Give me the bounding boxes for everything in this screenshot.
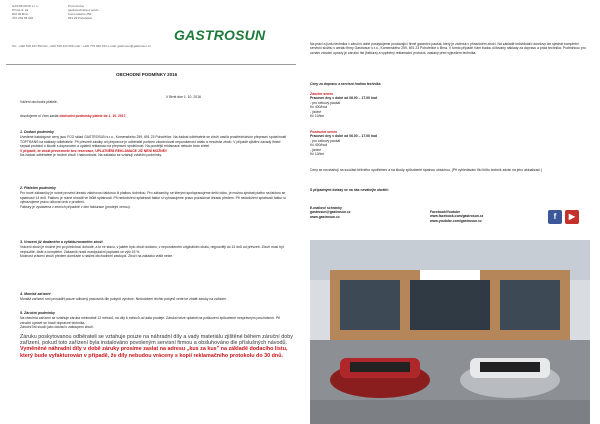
warranty-summary-text: Záruku poskytovanou odběrateli se vztahuje pouze na náhradní díly a vady materiálu zjištěné během záruční doby zařízení, pokud toto zařízení byla instalováno povoleným servisní firmou a obsluhováno dle příslušných návodů. (20, 334, 293, 347)
address-line: GASTROSUN s.r.o. (12, 4, 39, 8)
place-date: V Brně dne 1. 10. 2016 (166, 95, 201, 99)
section-title: 1. Dodací podmínky (20, 130, 54, 134)
price-note: Ceny se nevztahují na součást běžného opotřebení a na škody způsobené špatnou obsluhou. (Při vyhledávání fitu lhůtu technik závisí na jeho aktualizaci.) (310, 168, 543, 172)
section-title: 3. Vracení již dodaného a vyfakturovaného zboží (20, 240, 103, 244)
section-text: Na všechna zařízení se vztahuje záruka minimálně 12 měsíců, na díly 6 měsíců od data prodeje. Záruka nelze uplatnit na poškození způsobené nesprávným používáním. Při záruční opravě se hradí dopravné technika. (20, 316, 281, 325)
intro-text (20, 114, 126, 118)
section-text: Pro nové zákazníky je nutné provést úhradu zálohovou fakturou či platbou dobírkou. Pro zákazníky, se kterými spolupracujeme delší dobu, je možno sjednat platbu na fakturu se splatností 14 dnů. Fakturu je nutné uhradit ve lhůtě splatnosti. Při nedodržení splatnosti faktur si vyhrazujeme právo požadovat úhradu předem. Při nedodržení splatnosti faktur si vyhrazujeme právo účtovat úrok z prodlení. (20, 191, 286, 205)
section-installation (20, 292, 290, 302)
address-line: 602 00 Brno (12, 12, 29, 16)
section-payment (20, 186, 290, 209)
facebook-icon[interactable]: f (548, 210, 562, 224)
document-title: OBCHODNÍ PODMÍNKY 2016 (116, 72, 178, 77)
post-warranty-service (310, 130, 510, 156)
section-delivery (20, 130, 290, 157)
section-warranty (20, 311, 290, 330)
address-line: Přímá ul. 2a (12, 8, 29, 12)
youtube-icon[interactable]: ▶ (565, 210, 579, 224)
schedule-item: - pro celkový paušál (310, 100, 341, 105)
address-line: 691 23 Pohořelice (68, 16, 93, 20)
schedule-item: Kč 400/hod (310, 105, 328, 110)
storefront-image (310, 240, 590, 424)
schedule-title: Záruční servis (310, 92, 333, 96)
section-note: Faktury je vystavena v zemích případně v den fakturace (prodejní cenou). (20, 204, 131, 209)
schedule-item: Kč 400/hod (310, 143, 328, 148)
intro-validity: obchodní podmínky platné do 1. 10. 2017. (59, 114, 127, 118)
section-note: Možnost vrácení zboží předem domluvte s našimi obchodními zástupci. Zboží na zakázku vrátit nelze. (20, 254, 174, 259)
schedule-item: Kč 10/km (310, 152, 325, 157)
service-intro: Na práci a jízdu technika v záruční době poskytujeme prodávající firmě garanční paušál, který je zahrnut v příslušném zboží. Na základě individuální domluvy lze sjednat kompletní servisní službu v areálu firmy Gastrosun s.r.o., Komenského 259, 691 23 Pohořelice u Brna. V tomto případě Vám budou účtovány náklady za dopravu a práci technika. Podmínkou pro uznání záruční opravy je záruční list (faktura) a výplněný reklamační protokol, zaslaný před výjezdem technika. (310, 42, 586, 55)
section-title: 5. Záruční podmínky (20, 311, 55, 315)
logo-text: GASTROSUN (174, 27, 266, 43)
schedule-hours: Pracovní dny v době od 06.00 – 17.00 hod (310, 134, 378, 139)
storefront-photo (310, 240, 590, 424)
social-icons (548, 210, 581, 224)
price-subtitle: Ceny za dopravu a servisní hodina technika (310, 82, 381, 86)
company-address (12, 4, 62, 20)
section-title: 2. Platební podmínky (20, 186, 56, 190)
schedule-item: - jízdné (310, 147, 322, 152)
address-line: Komenského 259 (68, 12, 92, 16)
website-link[interactable]: www.gastrosun.cz (310, 214, 340, 219)
warranty-service (310, 92, 510, 118)
left-column (6, 0, 296, 424)
contact-question: S případnými dotazy se na nás neváhejte obrátit: (310, 188, 389, 192)
section-warning: V případě, že zboží převezmete bez reservace, UPLATNĚNÍ REKLAMACE JIŽ NENÍ MOŽNÉ!! (20, 148, 168, 153)
section-text: Vrácení zboží je možné jen po předchozí dohodě, a to ve stavu, v jakém bylo zboží dodáno, v neporušeném originálním obalu, nejpozději do 14 dnů od převzetí. Zboží musí být nepoužité, čisté a kompletní. Zákazník hradí manipulační poplatek ve výši 15 %. (20, 245, 284, 254)
right-column (310, 0, 595, 424)
section-note: Záruční list slouží jako doklad o zakoupení zboží. (20, 325, 94, 330)
address-line: gastrotechnika a servis (68, 8, 99, 12)
letterhead (6, 0, 296, 65)
social-title: Facebook/Youtube (430, 210, 461, 214)
section-note: Na žádost odběratele je možné zboží i namontovat. Na zakázku se vztahují zvláštní podmínky. (20, 153, 162, 158)
gastrosun-logo (174, 27, 266, 50)
intro-prefix: dovolujeme si Vám zaslat (20, 114, 60, 118)
branch-address (68, 4, 126, 20)
schedule-hours: Pracovní dny v době od 06.00 – 17.00 hod (310, 96, 378, 101)
contact-line: Tel.: +420 518 421 654 fax: +420 519 424 069 mob.: +420 776 666 972 e-mail: gastrosun@gastrosun.cz (12, 44, 151, 48)
section-title: 4. Montáž zařízení (20, 292, 51, 296)
section-text: Montáž zařízení smí provádět pouze odborný pracovník dle pokynů výrobce. Nedodržení těchto pokynů vede ke ztrátě záruky na zařízení. (20, 297, 228, 302)
warranty-summary (20, 334, 295, 359)
contacts-title: E-mailové schránky (310, 206, 342, 210)
greeting: Vážení obchodní přátelé, (20, 100, 58, 104)
schedule-title: Pozáruční servis (310, 130, 337, 134)
social-contacts (430, 210, 540, 223)
section-text: Uvedené katalogové ceny jsou FCO sklad GASTROSUN s.r.o., Komenského 259, 691 23 Pohořelice. Na žádost odběratele se zboží zasílá prostřednictvím přepravní společnosti TOPTRANS na náklady odběratele. Při převzetí zásilky od přepravce je odběratel povinen zkontrolovat neporušenost obalu a množství zboží. V případě zjištění závady ihned sepsat protokol o škodě s dopravcem a uplatnit reklamaci na přepravní společnost. Na pozdější reklamace nebude brán zřetel. (20, 135, 287, 149)
email-link[interactable]: gastrosun@gastrosun.cz (310, 210, 351, 215)
address-line: IČO 253 58 002 (12, 16, 34, 20)
facebook-link[interactable]: www.facebook.com/gastrosun.cz (430, 214, 484, 219)
schedule-item: Kč 10/km (310, 114, 325, 119)
youtube-link[interactable]: www.youtube.com/gastrosun.cz (430, 218, 482, 223)
warranty-summary-warning: Vyměněné náhradní díly v době záruky prosíme zaslat na adresu „kus za kus" na základě dodacího listu, který bude vyfakturován v případě, že díly nebudou vráceny s kopií reklamačního protokolu do 30 dnů. (20, 346, 288, 359)
address-line: Provozovna (68, 4, 84, 8)
schedule-item: - jízdné (310, 109, 322, 114)
schedule-item: - pro celkový paušál (310, 138, 341, 143)
section-returns (20, 240, 290, 259)
